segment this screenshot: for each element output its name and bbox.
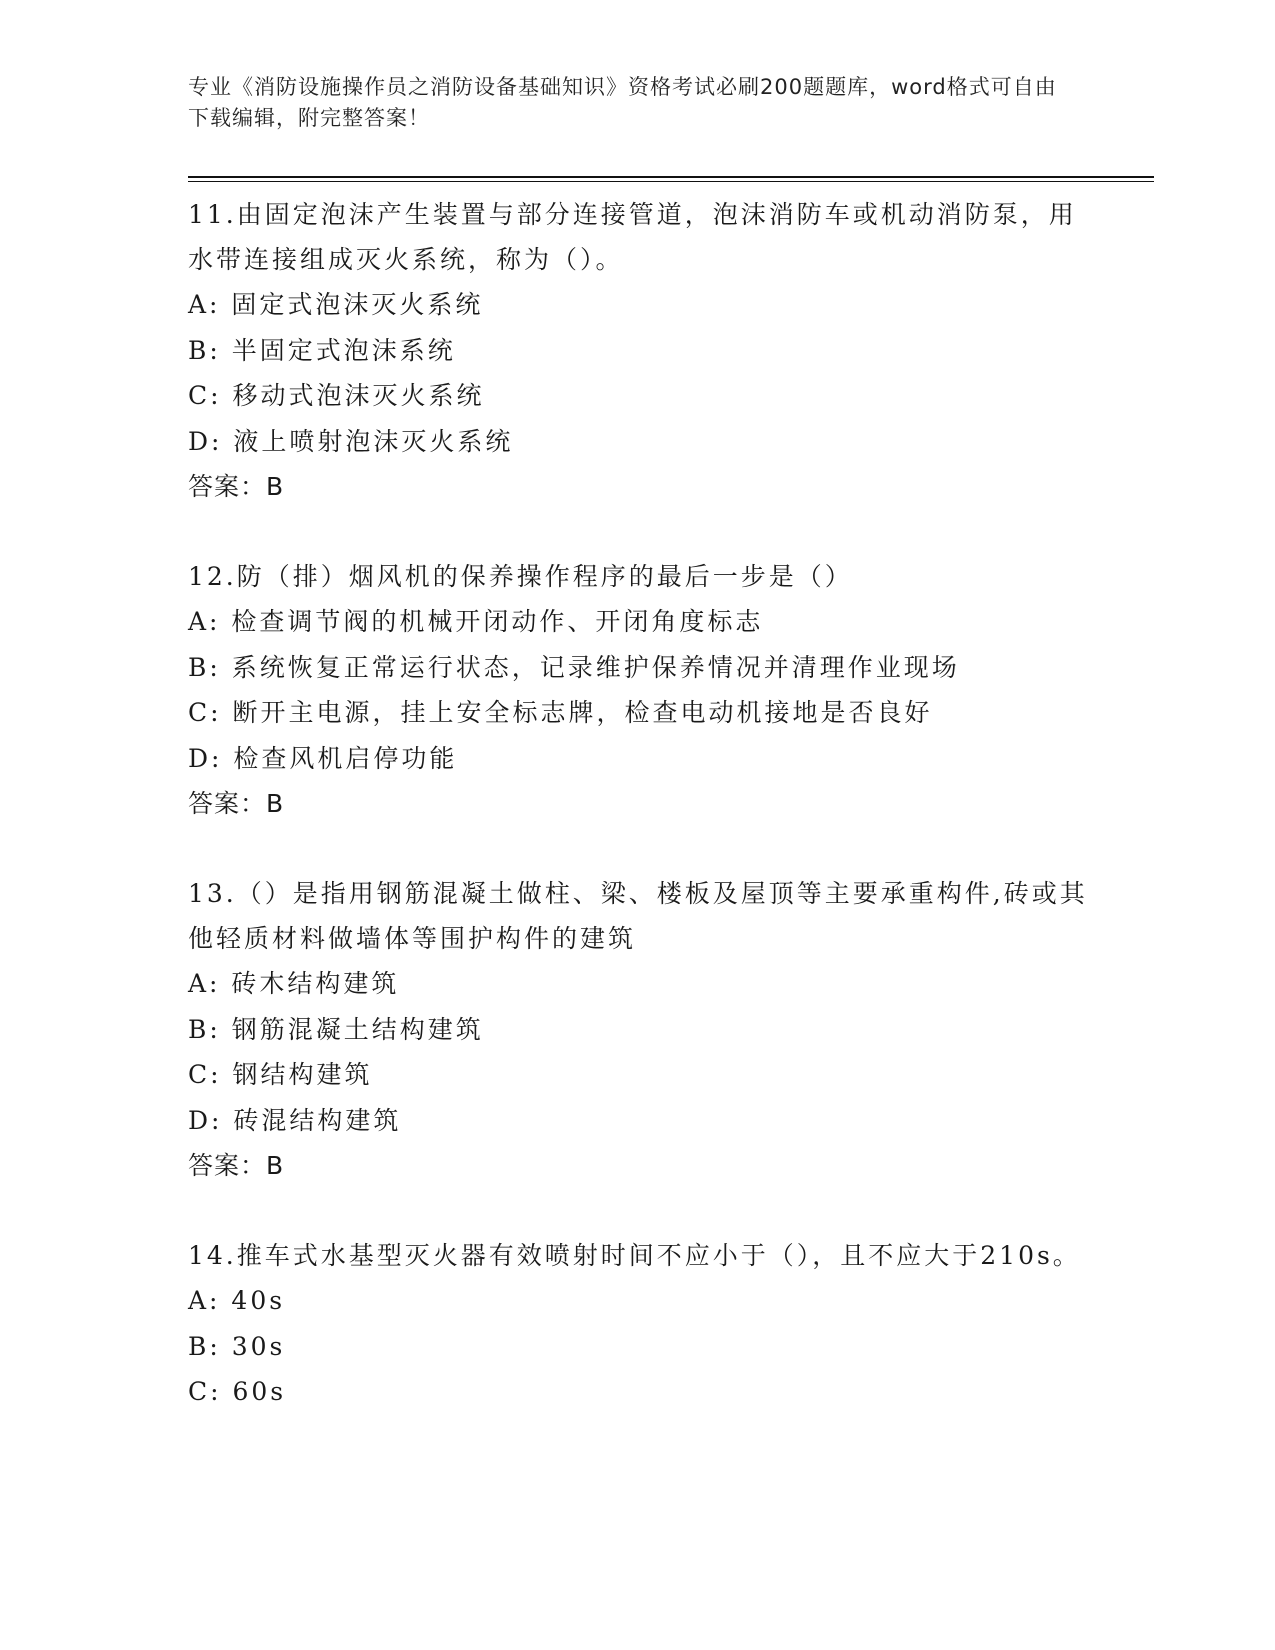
option-a: A: 固定式泡沫灭火系统 — [188, 290, 484, 319]
option-d: D: 液上喷射泡沫灭火系统 — [188, 426, 514, 456]
option-a: A: 砖木结构建筑 — [188, 969, 400, 998]
option-c: C: 移动式泡沫灭火系统 — [188, 381, 485, 410]
option-c: C: 钢结构建筑 — [188, 1060, 373, 1089]
option-b: B: 30s — [188, 1331, 286, 1361]
option-b: B: 系统恢复正常运行状态，记录维护保养情况并清理作业现场 — [188, 652, 960, 682]
option-c: C: 60s — [188, 1377, 287, 1406]
option-a: A: 40s — [188, 1286, 286, 1315]
answer-line: 答案：B — [188, 472, 285, 501]
question-13 — [188, 871, 1088, 1188]
question-stem: 13.（）是指用钢筋混凝土做柱、梁、楼板及屋顶等主要承重构件,砖或其他轻质材料做墙体等围护构件的建筑 — [188, 879, 1088, 953]
question-14 — [188, 1233, 1088, 1415]
header-divider-thin — [188, 181, 1154, 182]
question-12 — [188, 554, 1088, 826]
option-b: B: 钢筋混凝土结构建筑 — [188, 1014, 484, 1044]
question-list — [188, 192, 1088, 1460]
header-divider — [188, 176, 1154, 178]
document-header: 专业《消防设施操作员之消防设备基础知识》资格考试必刷200题题库，word格式可自由下载编辑，附完整答案！ — [188, 75, 1057, 130]
answer-line: 答案：B — [188, 1151, 285, 1180]
option-b: B: 半固定式泡沫系统 — [188, 335, 456, 365]
option-d: D: 砖混结构建筑 — [188, 1105, 402, 1135]
question-11 — [188, 192, 1088, 509]
option-a: A: 检查调节阀的机械开闭动作、开闭角度标志 — [188, 607, 764, 636]
question-stem: 12.防（排）烟风机的保养操作程序的最后一步是（） — [188, 562, 853, 591]
question-stem: 11.由固定泡沫产生装置与部分连接管道，泡沫消防车或机动消防泵，用水带连接组成灭火系统，称为（）。 — [188, 200, 1077, 274]
question-stem: 14.推车式水基型灭火器有效喷射时间不应小于（），且不应大于210s。 — [188, 1241, 1081, 1270]
option-d: D: 检查风机启停功能 — [188, 743, 458, 773]
option-c: C: 断开主电源，挂上安全标志牌，检查电动机接地是否良好 — [188, 698, 933, 727]
answer-line: 答案：B — [188, 789, 285, 818]
